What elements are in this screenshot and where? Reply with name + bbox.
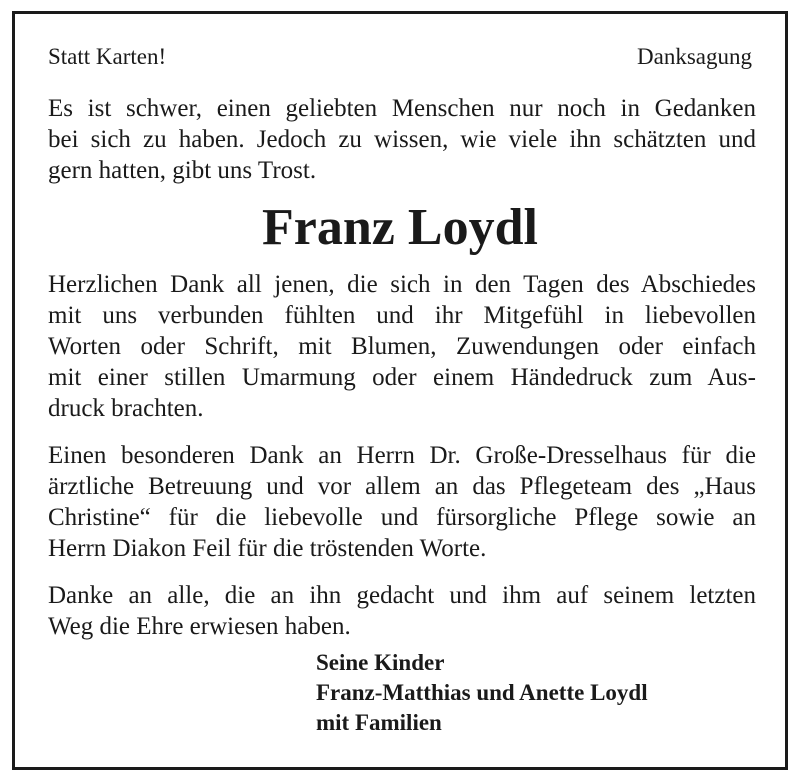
signature-line: Franz-Matthias und Anette Loydl [316, 680, 648, 705]
thanks-line: Herzlichen Dank all jenen, die sich in den Tagen des Abschiedes [48, 271, 756, 298]
obituary-notice [12, 11, 788, 770]
special-thanks-line: Einen besonderen Dank an Herrn Dr. Große-Dresselhaus für die [48, 442, 756, 469]
intro-line: Es ist schwer, einen geliebten Menschen nur noch in Gedanken [48, 95, 756, 122]
thanks-paragraph [48, 269, 756, 424]
closing-line: Danke an alle, die an ihn gedacht und ihm auf seinem letzten [48, 582, 756, 609]
special-thanks-line: Herrn Diakon Feil für die tröstenden Worte. [48, 535, 487, 562]
signature-line: mit Familien [316, 710, 442, 735]
header-right-text: Danksagung [637, 44, 752, 69]
thanks-line: mit uns verbunden fühlten und ihr Mitgefühl in liebevollen [48, 302, 756, 329]
thanks-line: druck brachten. [48, 395, 204, 422]
header-left-text: Statt Karten! [48, 44, 167, 69]
signature-line: Seine Kinder [316, 650, 445, 675]
closing-line: Weg die Ehre erwiesen haben. [48, 613, 351, 640]
special-thanks-paragraph [48, 440, 756, 564]
special-thanks-line: ärztliche Betreuung und vor allem an das Pflegeteam des „Haus [48, 473, 756, 500]
thanks-line: mit einer stillen Umarmung oder einem Händedruck zum Aus- [48, 364, 756, 391]
intro-line: bei sich zu haben. Jedoch zu wissen, wie viele ihn schätzten und [48, 126, 756, 153]
intro-line: gern hatten, gibt uns Trost. [48, 157, 317, 184]
deceased-name: Franz Loydl [262, 199, 538, 256]
signature-block [316, 648, 648, 738]
closing-paragraph [48, 580, 756, 642]
header-row [48, 43, 752, 71]
thanks-line: Worten oder Schrift, mit Blumen, Zuwendungen oder einfach [48, 333, 756, 360]
special-thanks-line: Christine“ für die liebevolle und fürsorgliche Pflege sowie an [48, 504, 756, 531]
intro-paragraph [48, 93, 756, 186]
